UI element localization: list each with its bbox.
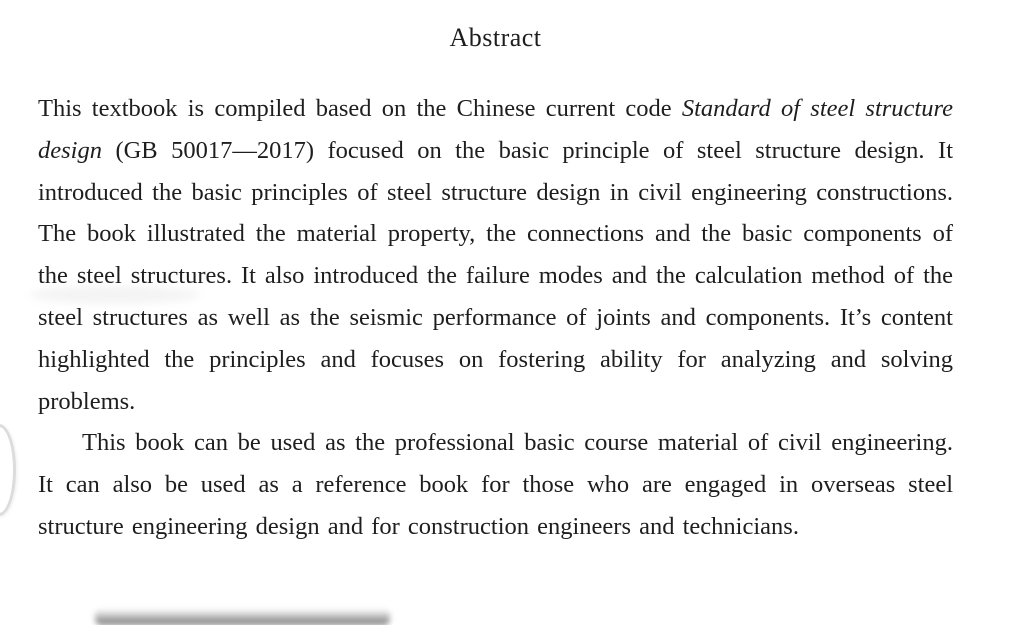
- scan-artifact-smudge: [30, 286, 200, 304]
- page-title: Abstract: [449, 23, 542, 52]
- scan-artifact-left-edge: [0, 424, 16, 516]
- scan-artifact-bottom-smudge: [95, 609, 390, 625]
- paragraph: [38, 88, 953, 422]
- paragraph: [38, 422, 953, 547]
- text-segment: This book can be used as the professional basic course material of civil engineering. It can also be used as a reference book for those who are engaged in overseas steel structure engineering design and for construction engineers and technicians.: [38, 429, 953, 540]
- abstract-body: [38, 88, 953, 548]
- italic-text-segment: Standard of steel structure design: [38, 95, 953, 164]
- text-segment: This textbook is compiled based on the Chinese current code: [38, 95, 682, 122]
- text-segment: (GB 50017—2017) focused on the basic principle of steel structure design. It introduced the basic principles of steel structure design in civil engineering constructions. The book illustrated the material property, the connections and the basic components of the steel structures. It also introduced the failure modes and the calculation method of the steel structures as well as the seismic performance of joints and components. It’s content highlighted the principles and focuses on fostering ability for analyzing and solving problems.: [38, 136, 953, 415]
